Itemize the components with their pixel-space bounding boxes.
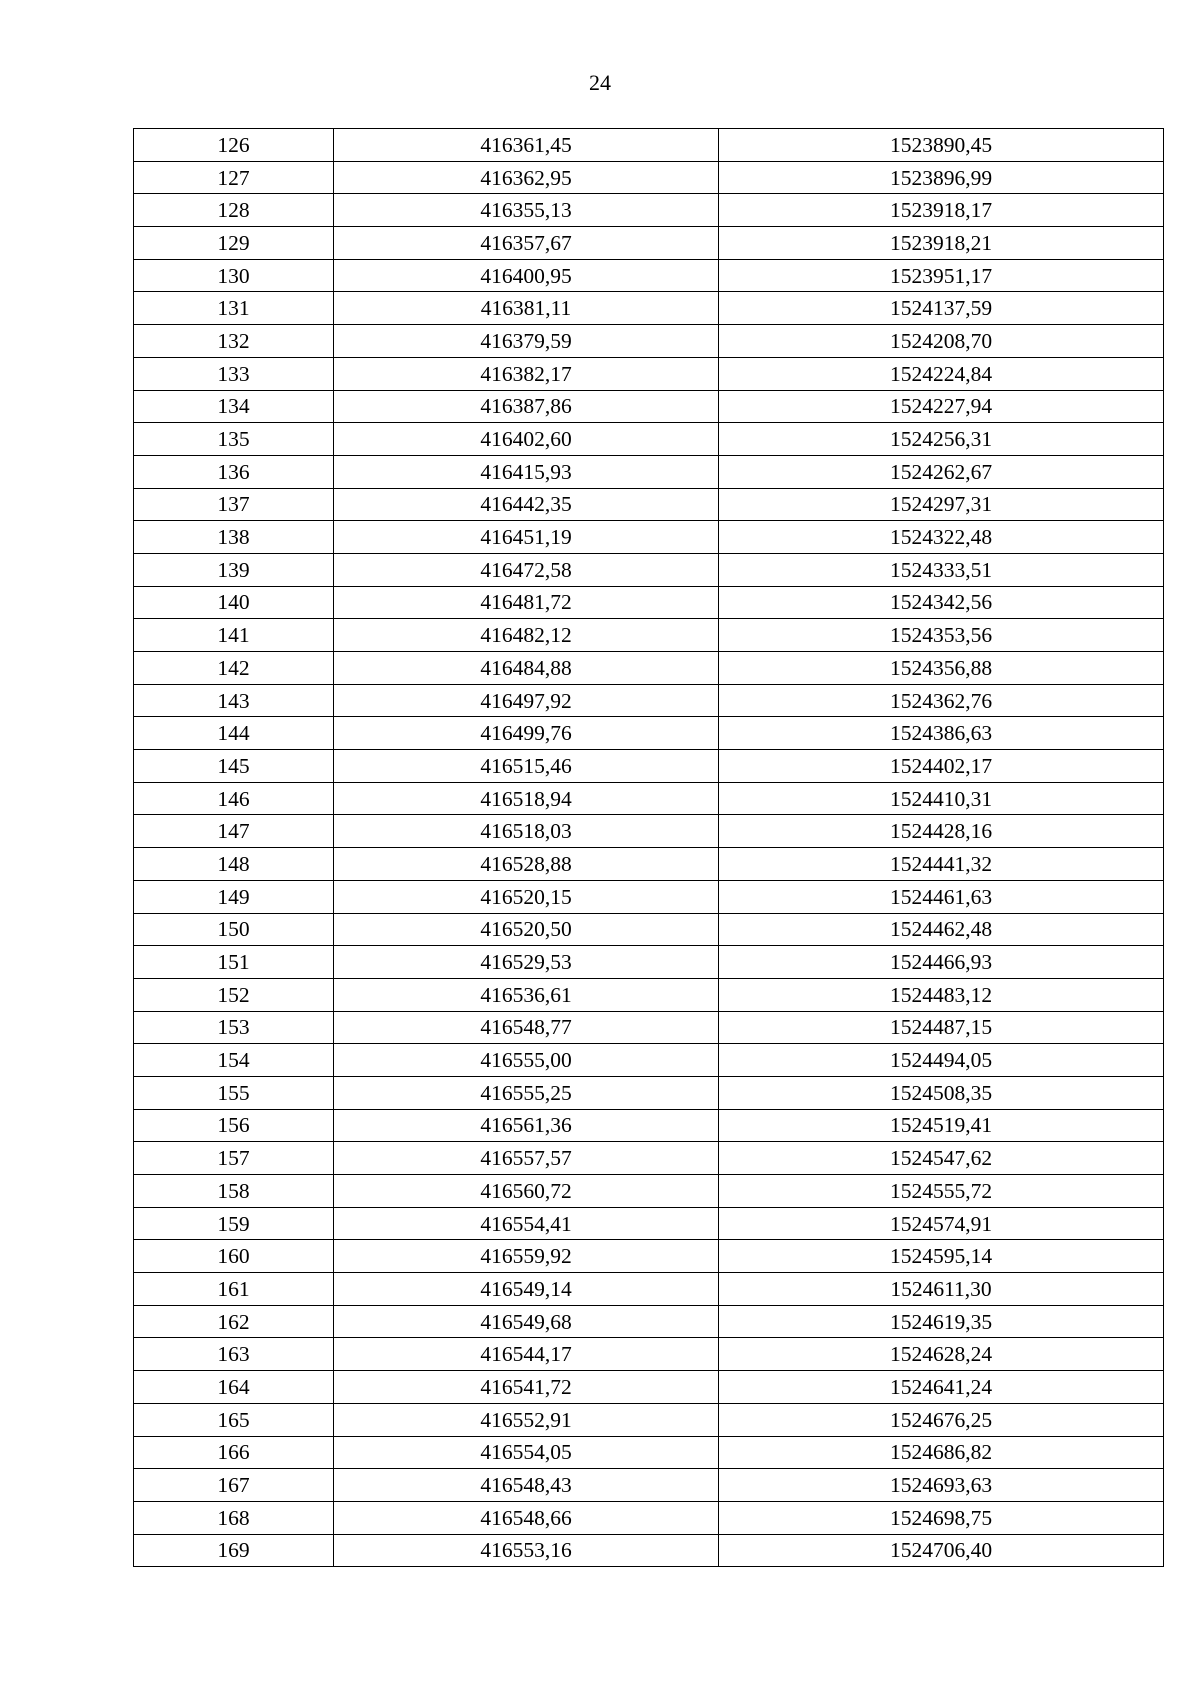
point-number-cell: 140 <box>134 586 334 619</box>
page-number: 24 <box>589 70 611 95</box>
table-row <box>134 913 1164 946</box>
x-coordinate-cell: 416515,46 <box>334 750 719 783</box>
x-coordinate-cell: 416518,03 <box>334 815 719 848</box>
table-row <box>134 619 1164 652</box>
x-coordinate-cell: 416559,92 <box>334 1240 719 1273</box>
y-coordinate-cell: 1524333,51 <box>719 553 1164 586</box>
point-number-cell: 164 <box>134 1371 334 1404</box>
x-coordinate-cell: 416560,72 <box>334 1175 719 1208</box>
y-coordinate-cell: 1524227,94 <box>719 390 1164 423</box>
y-coordinate-cell: 1524410,31 <box>719 782 1164 815</box>
y-coordinate-cell: 1524342,56 <box>719 586 1164 619</box>
point-number-cell: 141 <box>134 619 334 652</box>
x-coordinate-cell: 416548,66 <box>334 1501 719 1534</box>
table-row <box>134 390 1164 423</box>
x-coordinate-cell: 416361,45 <box>334 129 719 162</box>
table-row <box>134 325 1164 358</box>
x-coordinate-cell: 416357,67 <box>334 227 719 260</box>
table-row <box>134 1371 1164 1404</box>
table-row <box>134 1207 1164 1240</box>
x-coordinate-cell: 416548,77 <box>334 1011 719 1044</box>
point-number-cell: 157 <box>134 1142 334 1175</box>
y-coordinate-cell: 1524508,35 <box>719 1076 1164 1109</box>
x-coordinate-cell: 416518,94 <box>334 782 719 815</box>
x-coordinate-cell: 416520,50 <box>334 913 719 946</box>
x-coordinate-cell: 416553,16 <box>334 1534 719 1567</box>
x-coordinate-cell: 416555,00 <box>334 1044 719 1077</box>
point-number-cell: 156 <box>134 1109 334 1142</box>
table-row <box>134 652 1164 685</box>
y-coordinate-cell: 1524611,30 <box>719 1273 1164 1306</box>
x-coordinate-cell: 416499,76 <box>334 717 719 750</box>
point-number-cell: 153 <box>134 1011 334 1044</box>
table-row <box>134 1305 1164 1338</box>
point-number-cell: 147 <box>134 815 334 848</box>
point-number-cell: 137 <box>134 488 334 521</box>
y-coordinate-cell: 1524322,48 <box>719 521 1164 554</box>
table-row <box>134 521 1164 554</box>
x-coordinate-cell: 416481,72 <box>334 586 719 619</box>
x-coordinate-cell: 416561,36 <box>334 1109 719 1142</box>
x-coordinate-cell: 416382,17 <box>334 357 719 390</box>
table-row <box>134 1338 1164 1371</box>
y-coordinate-cell: 1523918,21 <box>719 227 1164 260</box>
x-coordinate-cell: 416497,92 <box>334 684 719 717</box>
y-coordinate-cell: 1524547,62 <box>719 1142 1164 1175</box>
y-coordinate-cell: 1524137,59 <box>719 292 1164 325</box>
table-row <box>134 717 1164 750</box>
x-coordinate-cell: 416387,86 <box>334 390 719 423</box>
x-coordinate-cell: 416549,14 <box>334 1273 719 1306</box>
point-number-cell: 139 <box>134 553 334 586</box>
x-coordinate-cell: 416557,57 <box>334 1142 719 1175</box>
point-number-cell: 163 <box>134 1338 334 1371</box>
point-number-cell: 143 <box>134 684 334 717</box>
coordinates-table-body <box>134 129 1164 1567</box>
table-row <box>134 1534 1164 1567</box>
table-row <box>134 1273 1164 1306</box>
point-number-cell: 136 <box>134 455 334 488</box>
y-coordinate-cell: 1524555,72 <box>719 1175 1164 1208</box>
point-number-cell: 142 <box>134 652 334 685</box>
x-coordinate-cell: 416544,17 <box>334 1338 719 1371</box>
y-coordinate-cell: 1524386,63 <box>719 717 1164 750</box>
x-coordinate-cell: 416528,88 <box>334 848 719 881</box>
point-number-cell: 128 <box>134 194 334 227</box>
table-row <box>134 1501 1164 1534</box>
y-coordinate-cell: 1524224,84 <box>719 357 1164 390</box>
y-coordinate-cell: 1524262,67 <box>719 455 1164 488</box>
table-row <box>134 357 1164 390</box>
point-number-cell: 151 <box>134 946 334 979</box>
table-row <box>134 815 1164 848</box>
y-coordinate-cell: 1524706,40 <box>719 1534 1164 1567</box>
point-number-cell: 135 <box>134 423 334 456</box>
table-row <box>134 194 1164 227</box>
table-row <box>134 1175 1164 1208</box>
table-row <box>134 750 1164 783</box>
point-number-cell: 145 <box>134 750 334 783</box>
point-number-cell: 130 <box>134 259 334 292</box>
point-number-cell: 154 <box>134 1044 334 1077</box>
x-coordinate-cell: 416529,53 <box>334 946 719 979</box>
table-row <box>134 586 1164 619</box>
point-number-cell: 169 <box>134 1534 334 1567</box>
table-row <box>134 1240 1164 1273</box>
y-coordinate-cell: 1524574,91 <box>719 1207 1164 1240</box>
y-coordinate-cell: 1524461,63 <box>719 880 1164 913</box>
y-coordinate-cell: 1524402,17 <box>719 750 1164 783</box>
point-number-cell: 167 <box>134 1469 334 1502</box>
table-row <box>134 880 1164 913</box>
y-coordinate-cell: 1524595,14 <box>719 1240 1164 1273</box>
y-coordinate-cell: 1524362,76 <box>719 684 1164 717</box>
table-row <box>134 292 1164 325</box>
y-coordinate-cell: 1523951,17 <box>719 259 1164 292</box>
table-row <box>134 1044 1164 1077</box>
y-coordinate-cell: 1524698,75 <box>719 1501 1164 1534</box>
x-coordinate-cell: 416402,60 <box>334 423 719 456</box>
x-coordinate-cell: 416555,25 <box>334 1076 719 1109</box>
table-row <box>134 684 1164 717</box>
point-number-cell: 134 <box>134 390 334 423</box>
y-coordinate-cell: 1524686,82 <box>719 1436 1164 1469</box>
x-coordinate-cell: 416482,12 <box>334 619 719 652</box>
y-coordinate-cell: 1524462,48 <box>719 913 1164 946</box>
x-coordinate-cell: 416536,61 <box>334 978 719 1011</box>
point-number-cell: 155 <box>134 1076 334 1109</box>
table-row <box>134 455 1164 488</box>
table-row <box>134 1011 1164 1044</box>
y-coordinate-cell: 1524297,31 <box>719 488 1164 521</box>
point-number-cell: 150 <box>134 913 334 946</box>
point-number-cell: 126 <box>134 129 334 162</box>
x-coordinate-cell: 416400,95 <box>334 259 719 292</box>
point-number-cell: 132 <box>134 325 334 358</box>
y-coordinate-cell: 1524256,31 <box>719 423 1164 456</box>
point-number-cell: 133 <box>134 357 334 390</box>
y-coordinate-cell: 1523890,45 <box>719 129 1164 162</box>
point-number-cell: 149 <box>134 880 334 913</box>
table-row <box>134 946 1164 979</box>
x-coordinate-cell: 416472,58 <box>334 553 719 586</box>
table-row <box>134 227 1164 260</box>
y-coordinate-cell: 1524693,63 <box>719 1469 1164 1502</box>
y-coordinate-cell: 1524466,93 <box>719 946 1164 979</box>
y-coordinate-cell: 1524641,24 <box>719 1371 1164 1404</box>
y-coordinate-cell: 1524208,70 <box>719 325 1164 358</box>
x-coordinate-cell: 416552,91 <box>334 1403 719 1436</box>
table-row <box>134 161 1164 194</box>
x-coordinate-cell: 416554,41 <box>334 1207 719 1240</box>
y-coordinate-cell: 1523896,99 <box>719 161 1164 194</box>
y-coordinate-cell: 1524519,41 <box>719 1109 1164 1142</box>
y-coordinate-cell: 1524676,25 <box>719 1403 1164 1436</box>
y-coordinate-cell: 1524441,32 <box>719 848 1164 881</box>
x-coordinate-cell: 416379,59 <box>334 325 719 358</box>
table-row <box>134 553 1164 586</box>
table-row <box>134 1109 1164 1142</box>
point-number-cell: 127 <box>134 161 334 194</box>
coordinates-table <box>133 128 1164 1567</box>
y-coordinate-cell: 1524628,24 <box>719 1338 1164 1371</box>
point-number-cell: 129 <box>134 227 334 260</box>
table-row <box>134 1469 1164 1502</box>
x-coordinate-cell: 416484,88 <box>334 652 719 685</box>
table-row <box>134 978 1164 1011</box>
point-number-cell: 166 <box>134 1436 334 1469</box>
point-number-cell: 146 <box>134 782 334 815</box>
point-number-cell: 148 <box>134 848 334 881</box>
x-coordinate-cell: 416442,35 <box>334 488 719 521</box>
point-number-cell: 159 <box>134 1207 334 1240</box>
x-coordinate-cell: 416548,43 <box>334 1469 719 1502</box>
y-coordinate-cell: 1524353,56 <box>719 619 1164 652</box>
y-coordinate-cell: 1524487,15 <box>719 1011 1164 1044</box>
table-row <box>134 1436 1164 1469</box>
point-number-cell: 131 <box>134 292 334 325</box>
table-row <box>134 423 1164 456</box>
table-row <box>134 488 1164 521</box>
y-coordinate-cell: 1524356,88 <box>719 652 1164 685</box>
point-number-cell: 161 <box>134 1273 334 1306</box>
y-coordinate-cell: 1524428,16 <box>719 815 1164 848</box>
point-number-cell: 138 <box>134 521 334 554</box>
point-number-cell: 162 <box>134 1305 334 1338</box>
point-number-cell: 144 <box>134 717 334 750</box>
point-number-cell: 160 <box>134 1240 334 1273</box>
table-row <box>134 1403 1164 1436</box>
table-row <box>134 1142 1164 1175</box>
table-row <box>134 1076 1164 1109</box>
table-row <box>134 848 1164 881</box>
point-number-cell: 165 <box>134 1403 334 1436</box>
x-coordinate-cell: 416549,68 <box>334 1305 719 1338</box>
table-row <box>134 782 1164 815</box>
point-number-cell: 152 <box>134 978 334 1011</box>
x-coordinate-cell: 416355,13 <box>334 194 719 227</box>
x-coordinate-cell: 416554,05 <box>334 1436 719 1469</box>
x-coordinate-cell: 416541,72 <box>334 1371 719 1404</box>
point-number-cell: 158 <box>134 1175 334 1208</box>
x-coordinate-cell: 416415,93 <box>334 455 719 488</box>
y-coordinate-cell: 1524494,05 <box>719 1044 1164 1077</box>
x-coordinate-cell: 416520,15 <box>334 880 719 913</box>
point-number-cell: 168 <box>134 1501 334 1534</box>
x-coordinate-cell: 416451,19 <box>334 521 719 554</box>
y-coordinate-cell: 1523918,17 <box>719 194 1164 227</box>
x-coordinate-cell: 416362,95 <box>334 161 719 194</box>
table-row <box>134 129 1164 162</box>
y-coordinate-cell: 1524483,12 <box>719 978 1164 1011</box>
y-coordinate-cell: 1524619,35 <box>719 1305 1164 1338</box>
x-coordinate-cell: 416381,11 <box>334 292 719 325</box>
table-row <box>134 259 1164 292</box>
